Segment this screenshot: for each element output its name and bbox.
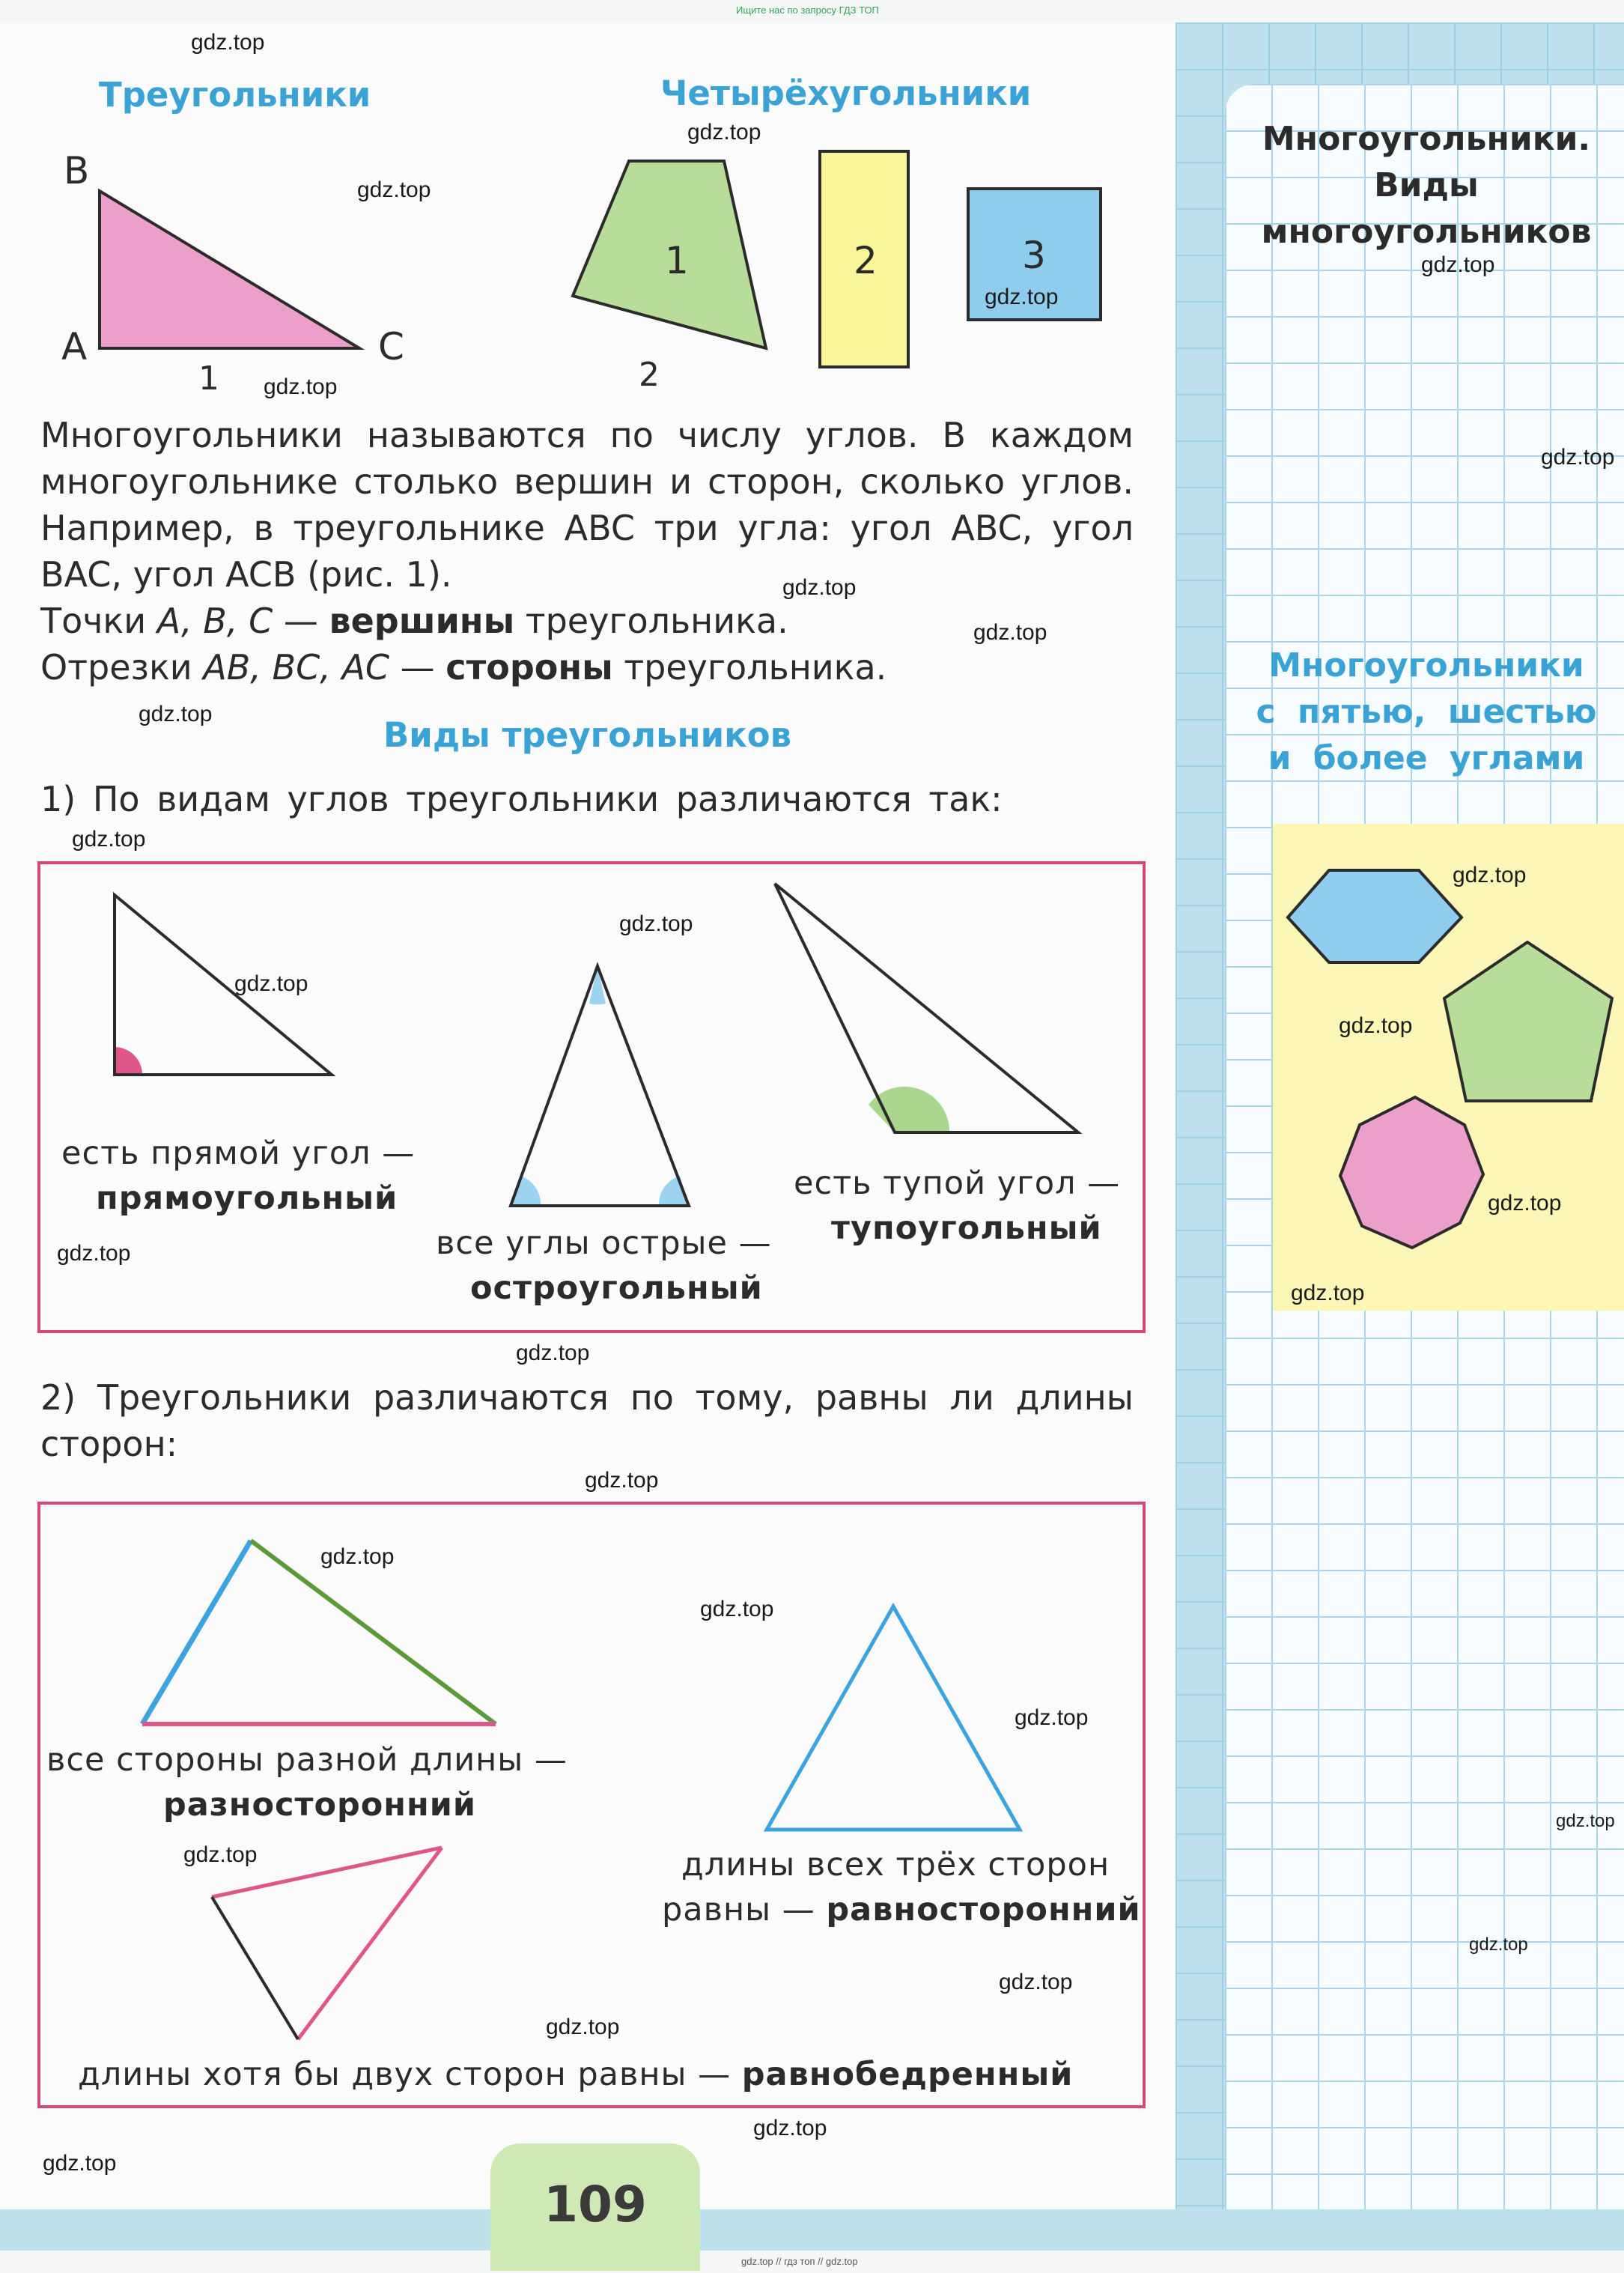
isosceles-equal-side xyxy=(298,1848,442,2039)
paragraph-line-1: Многоугольники называются по числу углов. В каждом xyxy=(40,415,1134,455)
polygons-figure xyxy=(1273,824,1624,1311)
sidebar-title-line-3: многоугольников xyxy=(1261,213,1592,251)
heading-types-of-triangles: Виды треугольников xyxy=(383,715,792,755)
watermark: gdz.top xyxy=(183,1842,258,1867)
watermark: gdz.top xyxy=(320,1544,395,1569)
heading-triangles: Треугольники xyxy=(99,75,371,115)
watermark: gdz.top xyxy=(516,1341,590,1365)
obtuse-angle-mark xyxy=(869,1087,949,1132)
scalene-side-1 xyxy=(142,1541,251,1724)
scalene-term: разносторонний xyxy=(163,1786,476,1824)
right-angle-mark xyxy=(115,1047,142,1075)
page-number: 109 xyxy=(544,2176,647,2233)
vertex-a-label: A xyxy=(61,325,88,368)
equilateral-term: равносторонний xyxy=(826,1891,1141,1928)
angle-types-figure xyxy=(37,861,1146,1333)
sides-definition: Отрезки AB, BC, AC — стороны треугольника. xyxy=(40,647,887,688)
watermark: gdz.top xyxy=(1469,1934,1528,1955)
watermark: gdz.top xyxy=(619,911,693,936)
watermark: gdz.top xyxy=(1488,1191,1562,1216)
watermark: gdz.top xyxy=(234,971,308,996)
figure-quadrilaterals xyxy=(569,142,1123,397)
watermark: gdz.top xyxy=(43,2151,117,2176)
sidebar-title-line-2: Виды xyxy=(1374,166,1479,204)
term-vertices: вершины xyxy=(329,601,515,641)
isosceles-desc-line: длины хотя бы двух сторон равны — равнобедренный xyxy=(78,2056,1074,2093)
watermark: gdz.top xyxy=(1291,1281,1365,1305)
hexagon-shape xyxy=(1288,870,1462,962)
watermark: gdz.top xyxy=(973,620,1047,645)
sidebar-subtitle-line-3: и более углами xyxy=(1268,739,1585,777)
watermark: gdz.top xyxy=(782,575,857,600)
watermark: gdz.top xyxy=(753,2116,827,2140)
term-sides: стороны xyxy=(445,647,613,688)
quad-2-label: 2 xyxy=(854,239,878,282)
watermark: gdz.top xyxy=(72,827,146,852)
figure-1-number: 1 xyxy=(198,359,219,398)
watermark: gdz.top xyxy=(191,30,265,55)
watermark: gdz.top xyxy=(985,285,1059,309)
pentagon-shape xyxy=(1444,942,1612,1101)
watermark: gdz.top xyxy=(1556,1811,1615,1831)
quad-3-label: 3 xyxy=(1022,234,1046,277)
watermark: gdz.top xyxy=(1015,1705,1089,1730)
vertex-c-label: C xyxy=(378,325,404,368)
scalene-desc: все стороны разной длины — xyxy=(46,1741,568,1779)
watermark: gdz.top xyxy=(1541,445,1615,470)
watermark: gdz.top xyxy=(139,702,213,726)
watermark: gdz.top xyxy=(585,1468,659,1493)
paragraph-line-2: многоугольнике столько вершин и сторон, сколько углов. xyxy=(40,461,1134,502)
triangle-abc-shape xyxy=(100,191,359,348)
obtuse-triangle-desc: есть тупой угол — xyxy=(794,1165,1121,1202)
obtuse-triangle-term: тупоугольный xyxy=(831,1210,1102,1247)
right-triangle-desc: есть прямой угол — xyxy=(61,1135,416,1172)
bottom-band xyxy=(0,2209,1624,2251)
figure-2-number: 2 xyxy=(639,356,660,394)
watermark: gdz.top xyxy=(546,2015,620,2039)
watermark: gdz.top xyxy=(687,120,761,145)
watermark: gdz.top xyxy=(57,1241,131,1266)
acute-triangle-desc: все углы острые — xyxy=(436,1224,772,1262)
vertex-b-label: B xyxy=(64,149,90,192)
top-note: Ищите нас по запросу ГДЗ ТОП xyxy=(736,4,879,16)
equilateral-desc-line-1: длины всех трёх сторон xyxy=(681,1846,1110,1884)
watermark: gdz.top xyxy=(264,374,338,399)
equilateral-desc-line-2: равны — равносторонний xyxy=(662,1891,1141,1928)
octagon-shape xyxy=(1340,1097,1483,1248)
paragraph-line-3: Например, в треугольнике ABC три угла: угол ABC, угол xyxy=(40,508,1134,548)
equilateral-triangle-shape xyxy=(767,1606,1020,1830)
by-sides-intro-line-2: сторон: xyxy=(40,1424,178,1464)
by-angles-intro: 1) По видам углов треугольники различаются так: xyxy=(40,779,1003,819)
sidebar-subtitle-line-2: с пятью, шестью xyxy=(1256,693,1597,731)
by-sides-intro-line-1: 2) Треугольники различаются по тому, равны ли длины xyxy=(40,1377,1134,1418)
right-triangle-term: прямоугольный xyxy=(96,1180,398,1217)
watermark: gdz.top xyxy=(700,1597,774,1621)
sidebar-subtitle-line-1: Многоугольники xyxy=(1268,646,1584,685)
quad-1-label: 1 xyxy=(665,239,689,282)
watermark: gdz.top xyxy=(1421,252,1495,277)
watermark: gdz.top xyxy=(1453,863,1527,887)
watermark: gdz.top xyxy=(999,1970,1073,1994)
paragraph-line-4: BAC, угол ACB (рис. 1). xyxy=(40,554,452,595)
watermark: gdz.top xyxy=(1339,1013,1413,1038)
isosceles-term: равнобедренный xyxy=(741,2056,1074,2093)
watermark: gdz.top xyxy=(357,177,431,202)
acute-triangle-term: остроугольный xyxy=(470,1269,763,1307)
heading-quadrilaterals: Четырёхугольники xyxy=(660,73,1032,113)
footer-note: gdz.top // гдз топ // gdz.top xyxy=(741,2256,858,2267)
vertices-definition: Точки A, B, C — вершины треугольника. xyxy=(40,601,788,641)
sidebar-title-line-1: Многоугольники. xyxy=(1262,120,1591,158)
isosceles-other-side xyxy=(212,1897,298,2039)
